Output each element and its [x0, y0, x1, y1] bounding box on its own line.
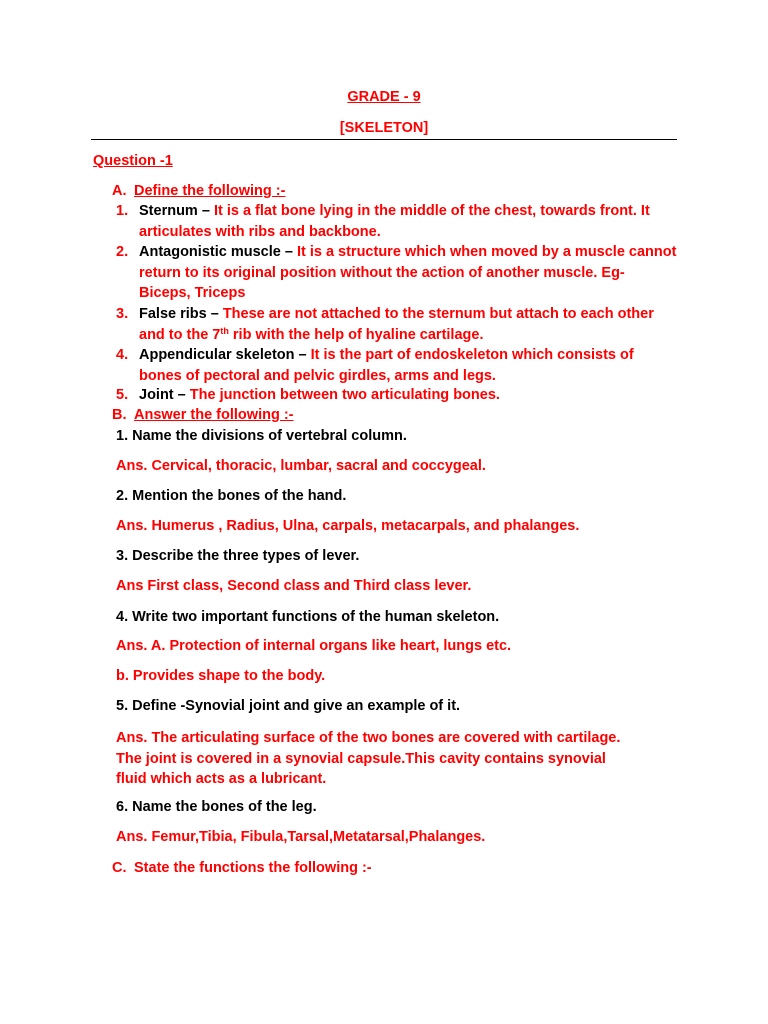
- header-divider: [91, 139, 677, 140]
- question-text: 4. Write two important functions of the human skeleton.: [116, 609, 500, 625]
- definition-number: 4.: [116, 347, 129, 363]
- answer-text: Ans. Cervical, thoracic, lumbar, sacral and coccygeal.: [116, 458, 486, 474]
- definition-term: Joint: [139, 387, 174, 403]
- definition-term: False ribs: [139, 306, 207, 322]
- question-text: 6. Name the bones of the leg.: [116, 799, 317, 815]
- definition-item: Antagonistic muscle – It is a structure which when moved by a muscle cannot return to its original position without the action of another muscle. Eg- Biceps, Triceps: [139, 244, 677, 301]
- section-a-heading: Define the following :-: [134, 183, 286, 199]
- definition-number: 3.: [116, 306, 129, 322]
- definition-text: It is a flat bone lying in the middle of the chest, towards front. It articulates with ribs and backbone.: [139, 203, 650, 240]
- answer-text: Ans. Femur,Tibia, Fibula,Tarsal,Metatarsal,Phalanges.: [116, 829, 486, 845]
- section-b-letter: B.: [112, 407, 127, 423]
- section-c-heading: State the functions the following :-: [134, 860, 372, 876]
- definition-term: Antagonistic muscle: [139, 244, 281, 260]
- definition-text: The junction between two articulating bones.: [189, 387, 500, 403]
- definition-term: Appendicular skeleton: [139, 347, 295, 363]
- question-text: 3. Describe the three types of lever.: [116, 548, 360, 564]
- question-text: 5. Define -Synovial joint and give an example of it.: [116, 698, 461, 714]
- definition-item: Appendicular skeleton – It is the part of endoskeleton which consists of bones of pectoral and pelvic girdles, arms and legs.: [139, 347, 634, 384]
- answer-text: Ans. The articulating surface of the two bones are covered with cartilage. The joint is covered in a synovial capsule.This cavity contains synovial fluid which acts as a lubricant.: [116, 730, 621, 787]
- definition-number: 5.: [116, 387, 129, 403]
- section-b-heading: Answer the following :-: [134, 407, 294, 423]
- superscript-th: th: [220, 325, 229, 336]
- definition-item: False ribs – These are not attached to the sternum but attach to each other and to the 7th rib with the help of hyaline cartilage.: [139, 306, 654, 343]
- definition-item: Sternum – It is a flat bone lying in the middle of the chest, towards front. It articulates with ribs and backbone.: [139, 203, 650, 240]
- answer-text: Ans. A. Protection of internal organs like heart, lungs etc.: [116, 638, 512, 654]
- definition-number: 2.: [116, 244, 129, 260]
- answer-text: Ans. Humerus , Radius, Ulna, carpals, metacarpals, and phalanges.: [116, 518, 580, 534]
- definition-number: 1.: [116, 203, 129, 219]
- definition-text: It is the part of endoskeleton which consists of bones of pectoral and pelvic girdles, arms and legs.: [139, 347, 634, 384]
- definition-text: These are not attached to the sternum but attach to each other and to the 7: [139, 306, 654, 343]
- definition-text: rib with the help of hyaline cartilage.: [228, 326, 484, 343]
- definition-text: It is a structure which when moved by a muscle cannot return to its original position without the action of another muscle. Eg- Biceps, Triceps: [139, 244, 677, 301]
- subject-title: [SKELETON]: [339, 120, 429, 136]
- answer-text: b. Provides shape to the body.: [116, 668, 326, 684]
- question-text: 1. Name the divisions of vertebral column.: [116, 428, 407, 444]
- definition-item: Joint – The junction between two articulating bones.: [139, 387, 500, 403]
- question-text: 2. Mention the bones of the hand.: [116, 488, 347, 504]
- answer-text: Ans First class, Second class and Third class lever.: [116, 578, 472, 594]
- grade-title: GRADE - 9: [347, 89, 421, 105]
- question-title: Question -1: [93, 153, 173, 169]
- section-a-letter: A.: [112, 183, 127, 199]
- section-c-letter: C.: [112, 860, 127, 876]
- definition-term: Sternum: [139, 203, 198, 219]
